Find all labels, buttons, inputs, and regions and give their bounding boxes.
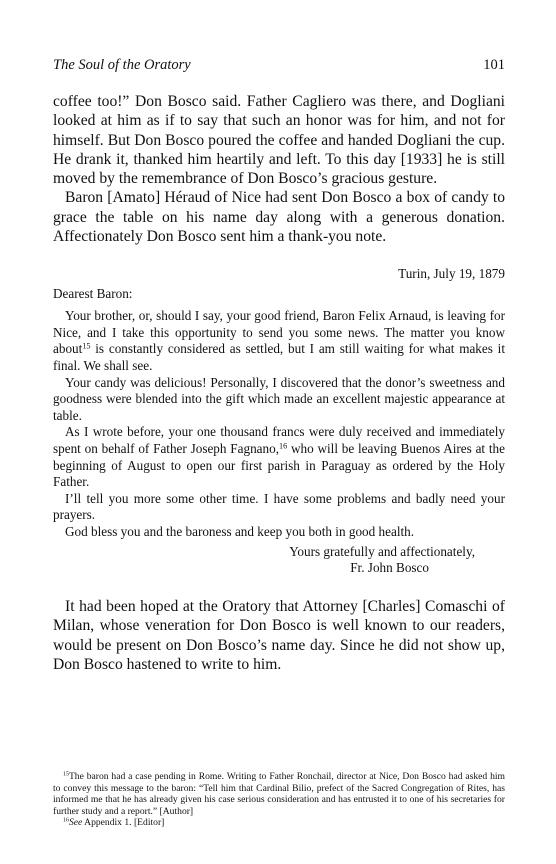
footnote-ref-15: 15 [82,341,91,351]
closing-paragraph: It had been hoped at the Oratory that Attorney [Charles] Comaschi of Milan, whose veneration for Don Bosco is well known to our readers, would be present on Don Bosco’s name day. Since he did not show up, Don Bosco hastened to write to him. [53,598,505,673]
page-header [53,57,505,77]
running-title: The Soul of the Oratory [53,57,191,73]
footnote-text: Appendix 1. [Editor] [82,817,165,829]
letter-text: who will be leaving Buenos Aires at the beginning of August to open our first parish in Paraguay as ordered by the Holy Father. [53,440,505,490]
footnote-number: 15 [63,771,69,778]
footnotes [53,771,505,829]
intro-text [53,92,505,246]
footnote-text: The baron had a case pending in Rome. Writing to Father Ronchail, director at Nice, Don Bosco had asked him to convey this message to the baron: “Tell him that Cardinal Bilio, prefect of the Sacred Congregation of Rites, has informed me that he has already given his case serious consideration and has entrusted it to one of his secretaries for further study and a report.” [Author] [53,771,505,817]
closing-text [53,597,505,674]
letter-paragraph: I’ll tell you more some other time. I have some problems and badly need your prayers. [53,490,505,523]
footnote-ref-16: 16 [279,441,288,451]
letter-salutation: Dearest Baron: [53,285,133,301]
letter-dateline: Turin, July 19, 1879 [398,266,505,281]
letter-paragraph [53,424,505,490]
letter [53,266,505,577]
letter-signature: Fr. John Bosco [350,560,429,576]
letter-text: is constantly considered as settled, but I am still waiting for what makes it final. We shall see. [53,341,505,373]
intro-paragraph: coffee too!” Don Bosco said. Father Cagliero was there, and Dogliani looked at him as if to say that such an honor was for him, and not for himself. But Don Bosco poured the coffee and handed Dogliani the cup. He drank it, thanked him heartily and left. To this day [1933] he is still moved by the remembrance of Don Bosco’s gracious gesture. [53,93,505,188]
footnote-see: See [68,817,83,829]
intro-paragraph: Baron [Amato] Héraud of Nice had sent Don Bosco a box of candy to grace the table on his name day along with a generous donation. Affectionately Don Bosco sent him a thank-you note. [53,189,505,246]
letter-paragraph [53,308,505,374]
footnote-16 [53,817,505,829]
letter-text: As I wrote before, your one thousand francs were duly received and immediately spent on behalf of Father Joseph Fagnano, [53,424,505,456]
letter-signoff: Yours gratefully and affectionately, [289,543,475,559]
letter-paragraph: Your candy was delicious! Personally, I discovered that the donor’s sweetness and goodness were blended into the gift which made an excellent majestic appearance at table. [53,374,505,423]
letter-paragraph: God bless you and the baroness and keep you both in good health. [65,523,415,539]
footnote-number: 16 [63,818,69,825]
page-number: 101 [483,57,505,73]
letter-text: Your brother, or, should I say, your good friend, Baron Felix Arnaud, is leaving for Nice, and I take this opportunity to send you some news. The matter you know about [53,308,505,357]
footnote-15 [53,771,505,817]
